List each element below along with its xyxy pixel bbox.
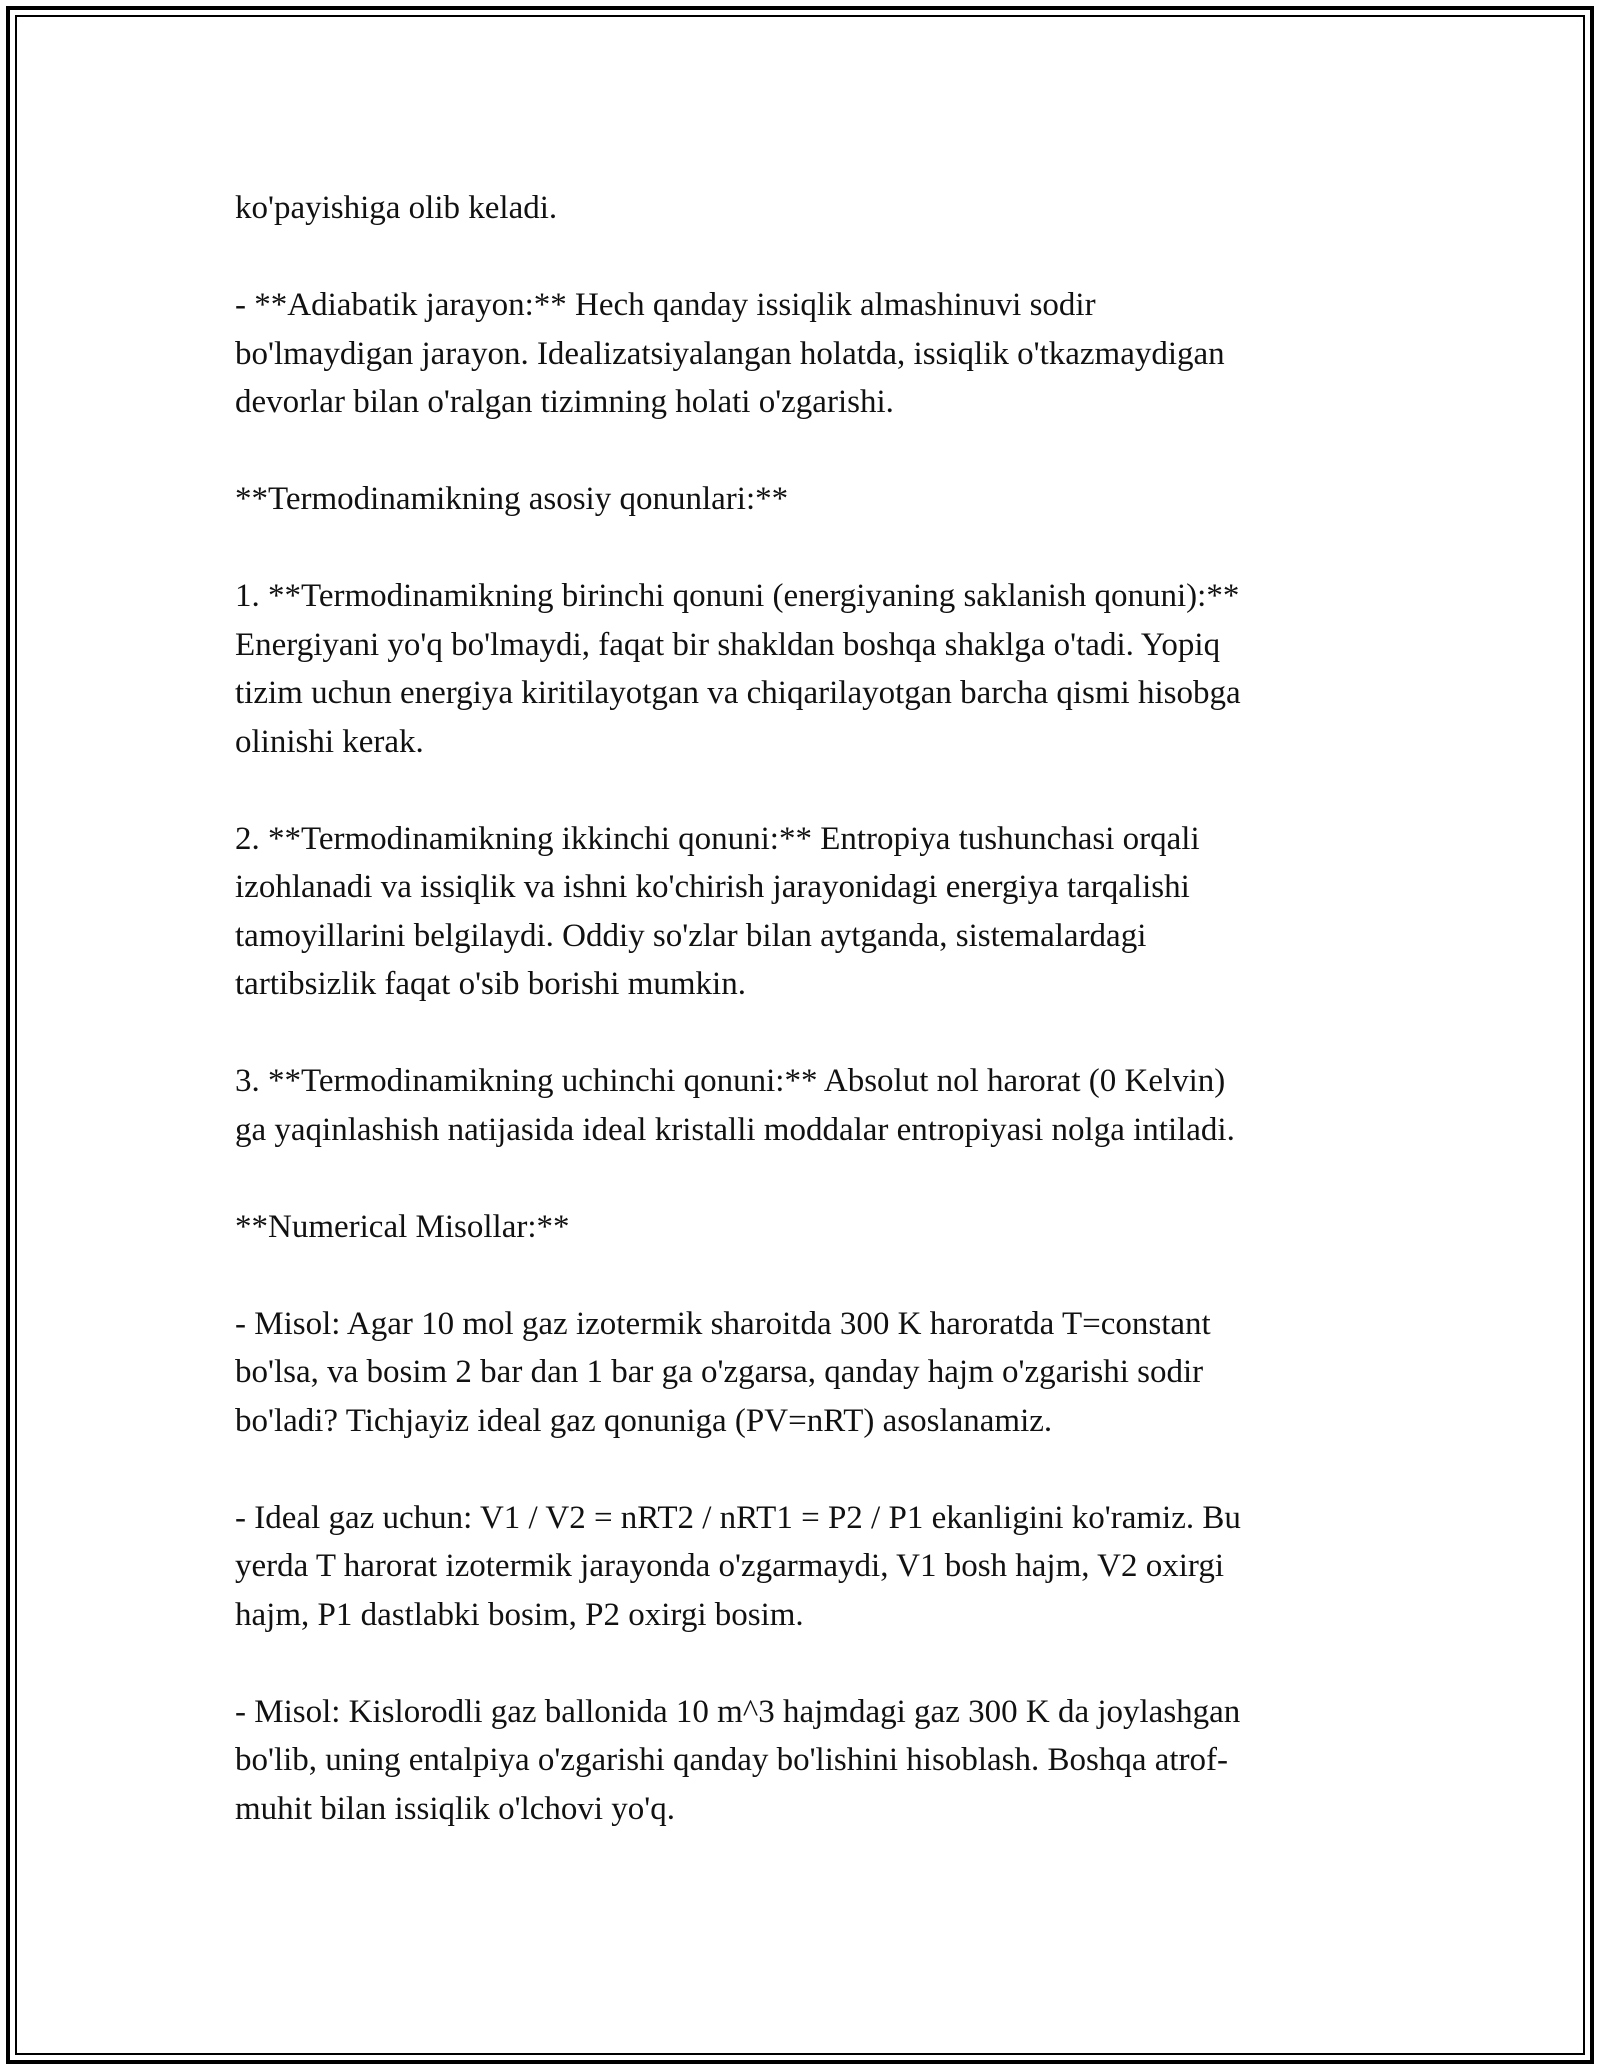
paragraph-first-law: 1. **Termodinamikning birinchi qonuni (energiyaning saklanish qonuni):** Energiyani yo'q bo'lmaydi, faqat bir shakldan boshqa shaklga o'tadi. Yopiq tizim uchun energiya kiritilayotgan va chiqarilayotgan barcha qismi hisobga olinishi kerak. xyxy=(235,578,1241,760)
paragraph-adiabatic-process: - **Adiabatik jarayon:** Hech qanday issiqlik almashinuvi sodir bo'lmaydigan jarayon. Idealizatsiyalangan holatda, issiqlik o'tkazmaydigan devorlar bilan o'ralgan tizimning holati o'zgarishi. xyxy=(235,287,1225,420)
section-heading-examples: **Numerical Misollar:** xyxy=(235,1208,570,1245)
section-heading-laws: **Termodinamikning asosiy qonunlari:** xyxy=(235,481,789,517)
paragraph-continuation: ko'payishiga olib keladi. xyxy=(235,190,558,226)
paragraph-second-law: 2. **Termodinamikning ikkinchi qonuni:** Entropiya tushunchasi orqali izohlanadi va issiqlik va ishni ko'chirish jarayonidagi energiya tarqalishi tamoyillarini belgilaydi. Oddiy so'zlar bilan aytganda, sistemalardagi tartibsizlik faqat o'sib borishi mumkin. xyxy=(235,820,1200,1002)
paragraph-example-oxygen-cylinder: - Misol: Kislorodli gaz ballonida 10 m^3 hajmdagi gaz 300 K da joylashgan bo'lib, uning entalpiya o'zgarishi qanday bo'lishini hisoblash. Boshqa atrof- muhit bilan issiqlik o'lchovi yo'q. xyxy=(235,1693,1241,1827)
document-body xyxy=(235,184,1385,1833)
paragraph-ideal-gas-relation: - Ideal gaz uchun: V1 / V2 = nRT2 / nRT1 = P2 / P1 ekanligini ko'ramiz. Bu yerda T harorat izotermik jarayonda o'zgarmaydi, V1 bosh hajm, V2 oxirgi hajm, P1 dastlabki bosim, P2 oxirgi bosim. xyxy=(235,1499,1241,1633)
paragraph-example-isothermal: - Misol: Agar 10 mol gaz izotermik sharoitda 300 K haroratda T=constant bo'lsa, va bosim 2 bar dan 1 bar ga o'zgarsa, qanday hajm o'zgarishi sodir bo'ladi? Tichjayiz ideal gaz qonuniga (PV=nRT) asoslanamiz. xyxy=(235,1305,1211,1439)
paragraph-third-law: 3. **Termodinamikning uchinchi qonuni:** Absolut nol harorat (0 Kelvin) ga yaqinlashish natijasida ideal kristalli moddalar entropiyasi nolga intiladi. xyxy=(235,1063,1235,1148)
